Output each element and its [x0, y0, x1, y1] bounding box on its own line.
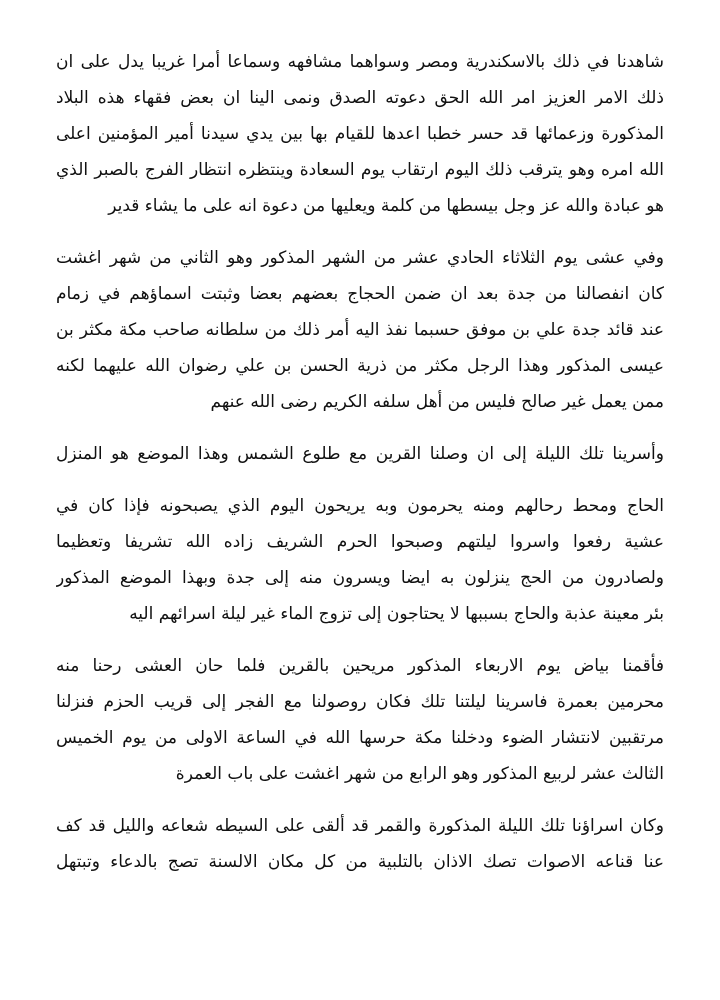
text-line: عند قائد جدة علي بن موفق حسبما نفذ اليه أمر ذلك من سلطانه صاحب مكة مكثر بن	[56, 320, 664, 340]
text-line: كان انفصالنا من جدة بعد ان ضمن الحجاج بعضهم بعضا وثبتت اسماؤهم في زمام	[56, 284, 664, 304]
text-line: الحاج ومحط رحالهم ومنه يحرمون وبه يريحون اليوم الذي يصبحونه فإذا كان في	[56, 496, 664, 516]
text-line: ولصادرون من الحج ينزلون به ايضا ويسرون منه إلى جدة وبهذا الموضع المذكور	[56, 568, 664, 588]
text-line: وكان اسراؤنا تلك الليلة المذكورة والقمر قد ألقى على السيطه شعاعه والليل قد كف	[56, 816, 664, 836]
text-line: محرمين بعمرة فاسرينا ليلتنا تلك فكان روصولنا مع الفجر إلى قريب الحزم فنزلنا	[56, 692, 664, 712]
text-line: بئر معينة عذبة والحاج بسببها لا يحتاجون إلى تزوج الماء غير ليلة اسرائهم اليه	[129, 604, 664, 624]
text-line: فأقمنا بياض يوم الاربعاء المذكور مريحين بالقرين فلما حان العشى رحنا منه	[56, 656, 664, 676]
paragraph-5	[56, 648, 664, 792]
text-line: عشية رفعوا واسروا ليلتهم وصبحوا الحرم الشريف زاده الله تشريفا وتعظيما	[56, 532, 664, 552]
text-line: وفي عشى يوم الثلاثاء الحادي عشر من الشهر المذكور وهو الثاني من شهر اغشت	[56, 248, 664, 268]
text-line: ذلك الامر العزيز امر الله الحق دعوته الصدق ونمى الينا ان بعض فقهاء هذه البلاد	[56, 88, 664, 108]
text-line: شاهدنا في ذلك بالاسكندرية ومصر وسواهما مشافهه وسماعا أمرا غريبا يدل على ان	[56, 52, 664, 72]
text-line: ممن يعمل غير صالح فليس من أهل سلفه الكريم رضى الله عنهم	[210, 392, 664, 412]
paragraph-gap	[56, 224, 664, 240]
text-line: المذكورة وزعمائها قد حسر خطبا اعدها للقيام بها بين يدي سيدنا أمير المؤمنين اعلى	[56, 124, 664, 144]
paragraph-gap	[56, 632, 664, 648]
paragraph-2	[56, 240, 664, 420]
text-line: مرتقبين لانتشار الضوء ودخلنا مكة حرسها الله في الساعة الاولى من يوم الخميس	[56, 728, 664, 748]
paragraph-gap	[56, 472, 664, 488]
paragraph-1	[56, 44, 664, 224]
paragraph-6	[56, 808, 664, 880]
text-line: الثالث عشر لربيع المذكور وهو الرابع من شهر اغشت على باب العمرة	[175, 764, 664, 784]
text-line: عنا قناعه الاصوات تصك الاذان بالتلبية من كل مكان الالسنة تصج بالدعاء وتبتهل	[56, 852, 664, 872]
text-line: الله امره وهو يترقب ذلك اليوم ارتقاب يوم السعادة وينتظره انتظار الفرج بالصبر الذي	[56, 160, 664, 180]
text-line: عيسى المذكور وهذا الرجل مكثر من ذرية الحسن بن علي رضوان الله عليهما لكنه	[56, 356, 664, 376]
text-line: هو عبادة والله عز وجل بيسطها من كلمة ويعليها من دعوة انه على ما يشاء قدير	[108, 196, 664, 216]
paragraph-gap	[56, 420, 664, 436]
paragraph-gap	[56, 792, 664, 808]
paragraph-4	[56, 488, 664, 632]
text-line: وأسرينا تلك الليلة إلى ان وصلنا القرين مع طلوع الشمس وهذا الموضع هو المنزل	[56, 444, 664, 464]
paragraph-3	[56, 436, 664, 472]
